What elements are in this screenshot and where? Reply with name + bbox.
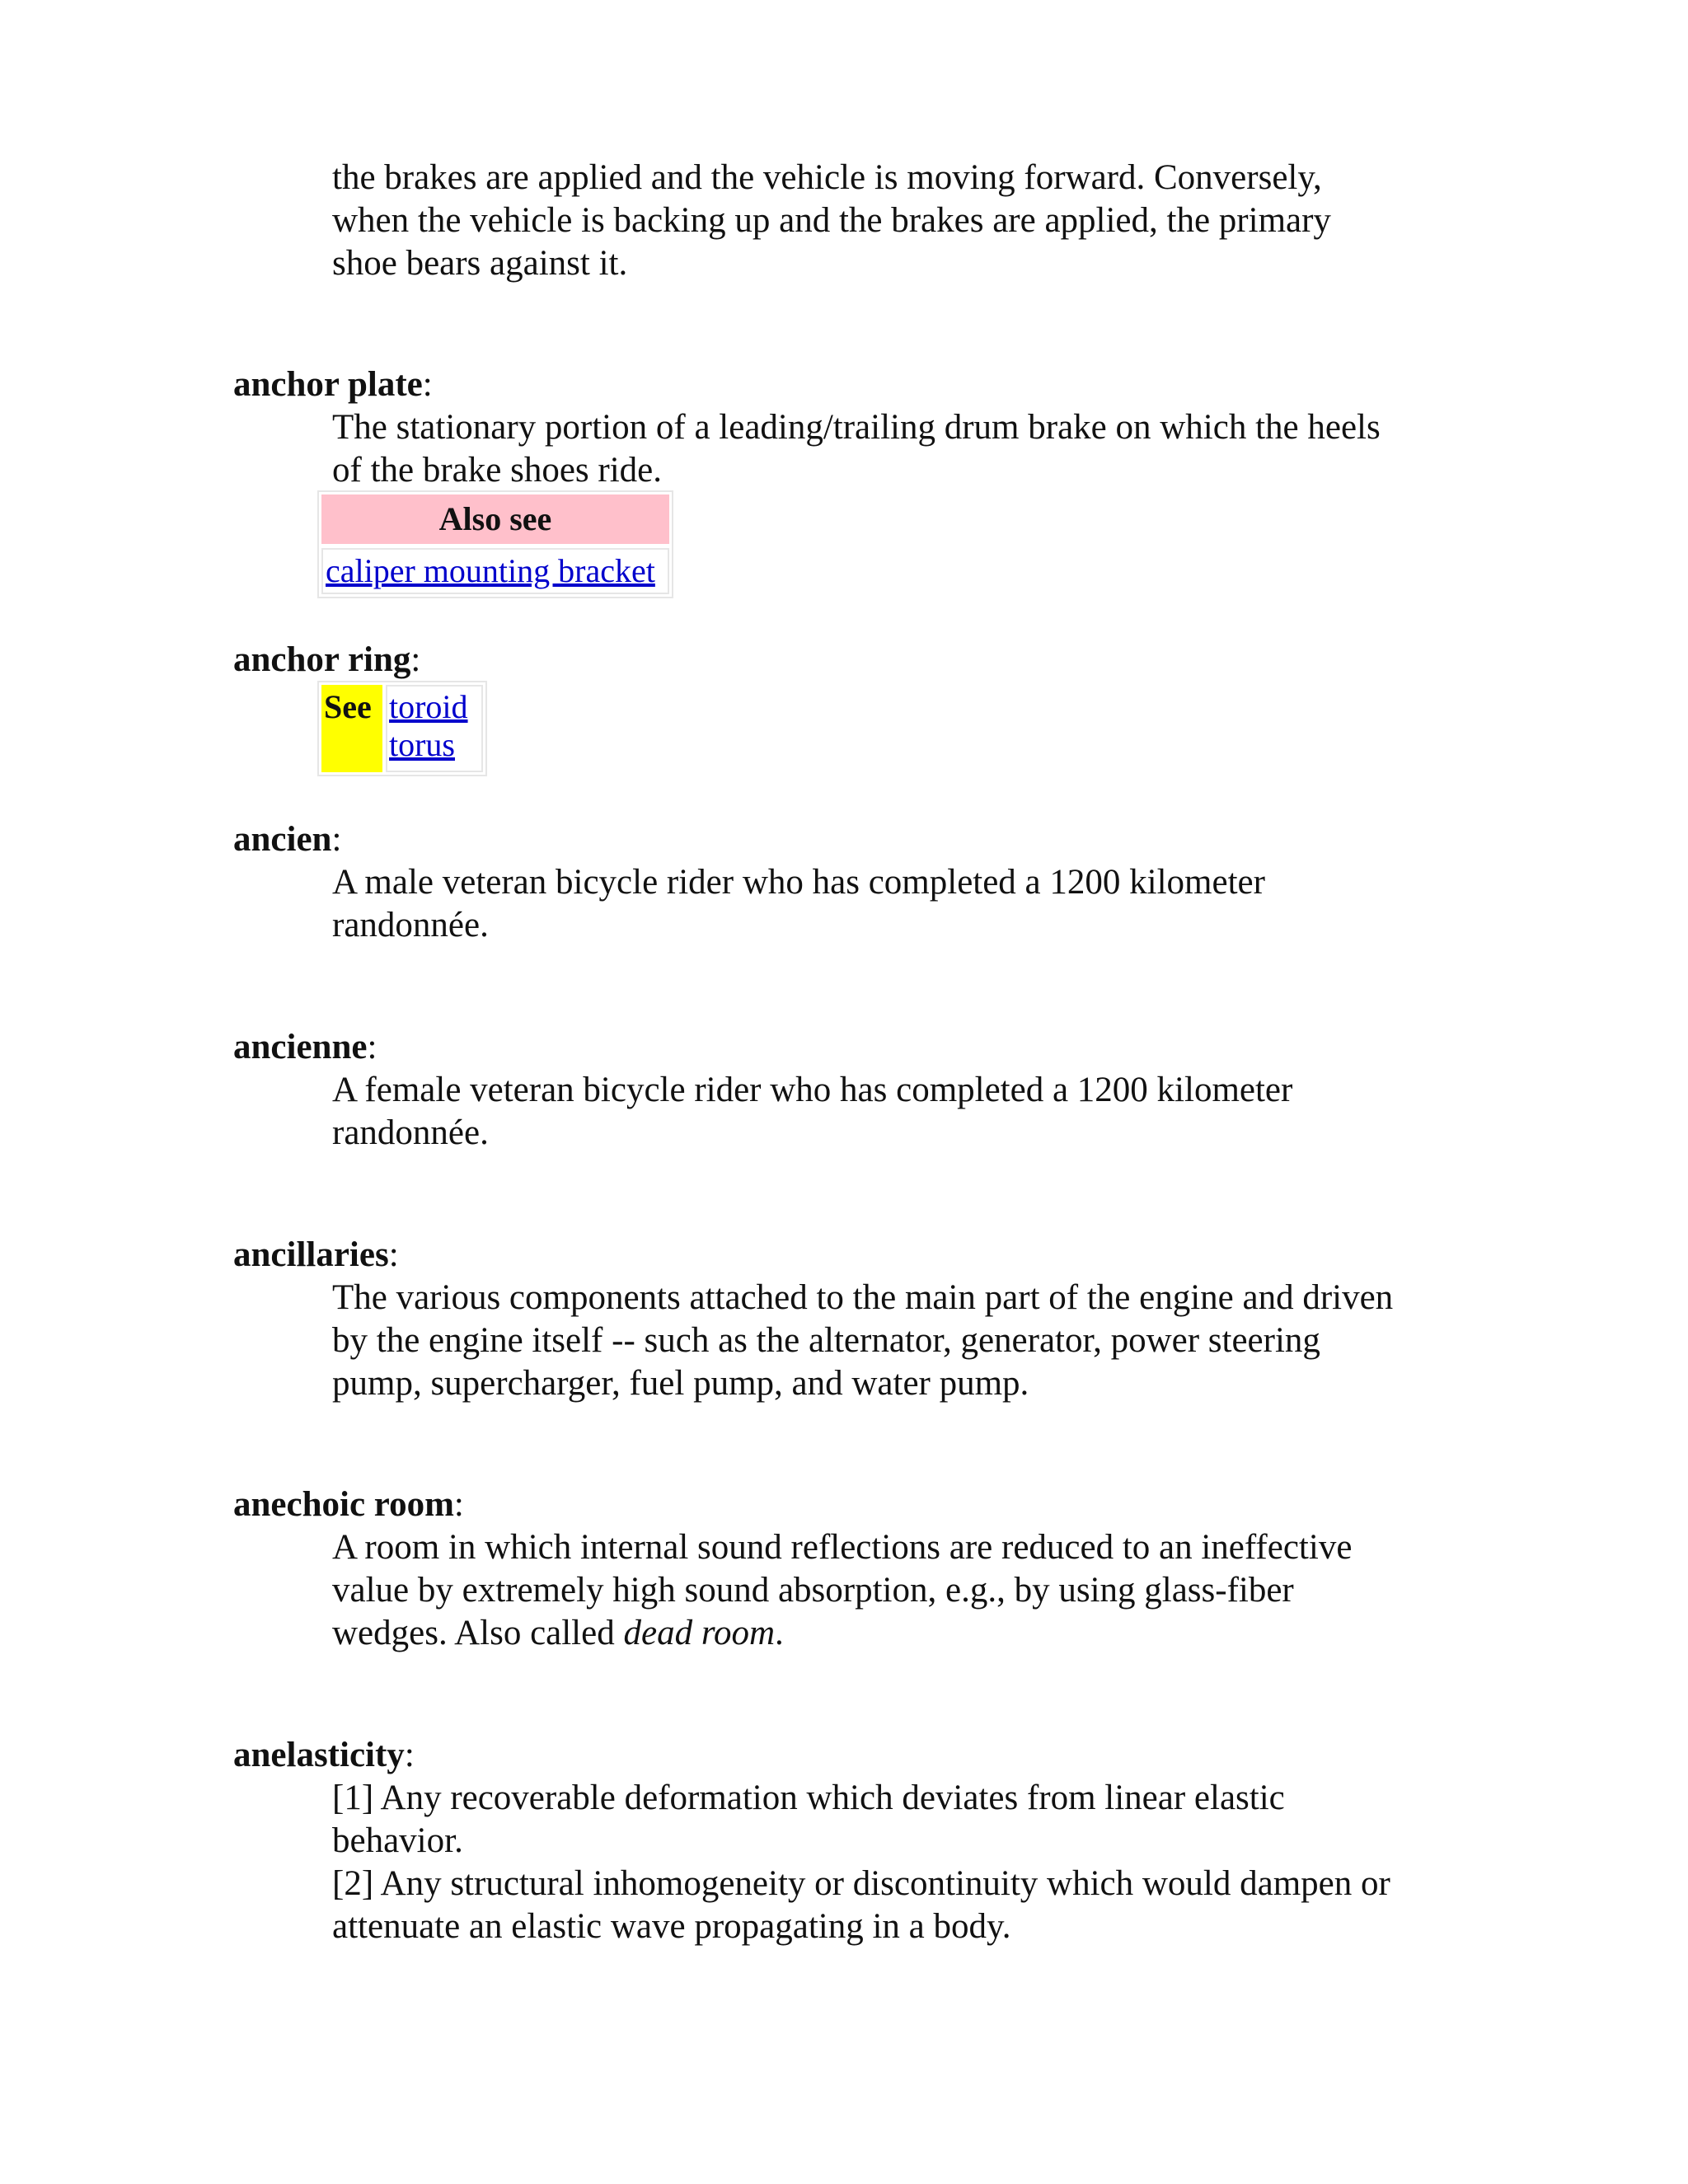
- term-anchor-plate: anchor plate: [233, 365, 423, 404]
- also-see-table: [317, 490, 673, 598]
- entry-ancien: [233, 818, 1470, 947]
- definition-ancienne: A female veteran bicycle rider who has completed a 1200 kilometer randonnée.: [332, 1071, 1293, 1152]
- definition-anechoic-room: A room in which internal sound reflections are reduced to an ineffective value by extremely high sound absorption, e.g., by using glass-fiber wedges. Also called dead room.: [332, 1528, 1353, 1652]
- italic-dead-room: dead room: [623, 1614, 776, 1652]
- intro-definition: [233, 157, 1470, 285]
- entry-heading: ancillaries:: [233, 1235, 399, 1274]
- definition-ancien: A male veteran bicycle rider who has completed a 1200 kilometer randonnée.: [332, 863, 1265, 944]
- also-see-header: Also see: [321, 494, 669, 544]
- term-ancillaries: ancillaries: [233, 1235, 389, 1274]
- definition-anchor-plate: The stationary portion of a leading/trailing drum brake on which the heels of the brake shoes ride.: [332, 408, 1381, 490]
- also-see-cell: [321, 548, 669, 594]
- entry-anelasticity: [233, 1734, 1470, 1948]
- entry-heading: anelasticity:: [233, 1736, 415, 1774]
- term-anchor-ring: anchor ring: [233, 640, 411, 679]
- term-ancienne: ancienne: [233, 1028, 368, 1066]
- entry-heading: anchor ring:: [233, 640, 421, 679]
- see-label: See: [321, 685, 382, 772]
- intro-definition-text: the brakes are applied and the vehicle is moving forward. Conversely, when the vehicle is backing up and the brakes are applied, the primary shoe bears against it.: [332, 158, 1331, 283]
- entry-heading: ancienne:: [233, 1028, 377, 1066]
- term-ancien: ancien: [233, 820, 332, 859]
- link-toroid[interactable]: toroid: [389, 688, 468, 725]
- link-caliper-mounting-bracket[interactable]: caliper mounting bracket: [326, 552, 655, 589]
- definition-anelasticity: [1] Any recoverable deformation which deviates from linear elastic behavior. [2] Any structural inhomogeneity or discontinuity which would dampen or attenuate an elastic wave propagating in a body.: [332, 1779, 1390, 1946]
- entry-heading: anchor plate:: [233, 365, 433, 404]
- link-torus[interactable]: torus: [389, 726, 455, 763]
- term-anechoic-room: anechoic room: [233, 1485, 454, 1524]
- entry-heading: anechoic room:: [233, 1485, 464, 1524]
- entry-ancillaries: [233, 1234, 1470, 1405]
- see-table: [317, 681, 487, 776]
- entry-ancienne: [233, 1026, 1470, 1155]
- definition-ancillaries: The various components attached to the main part of the engine and driven by the engine itself -- such as the alternator, generator, power steering pump, supercharger, fuel pump, and water pump.: [332, 1278, 1394, 1403]
- entry-heading: ancien:: [233, 820, 342, 859]
- entry-anchor-ring: [233, 639, 1470, 682]
- term-anelasticity: anelasticity: [233, 1736, 405, 1774]
- see-links-cell: [386, 685, 483, 772]
- entry-anechoic-room: [233, 1483, 1470, 1655]
- entry-anchor-plate: [233, 363, 1470, 492]
